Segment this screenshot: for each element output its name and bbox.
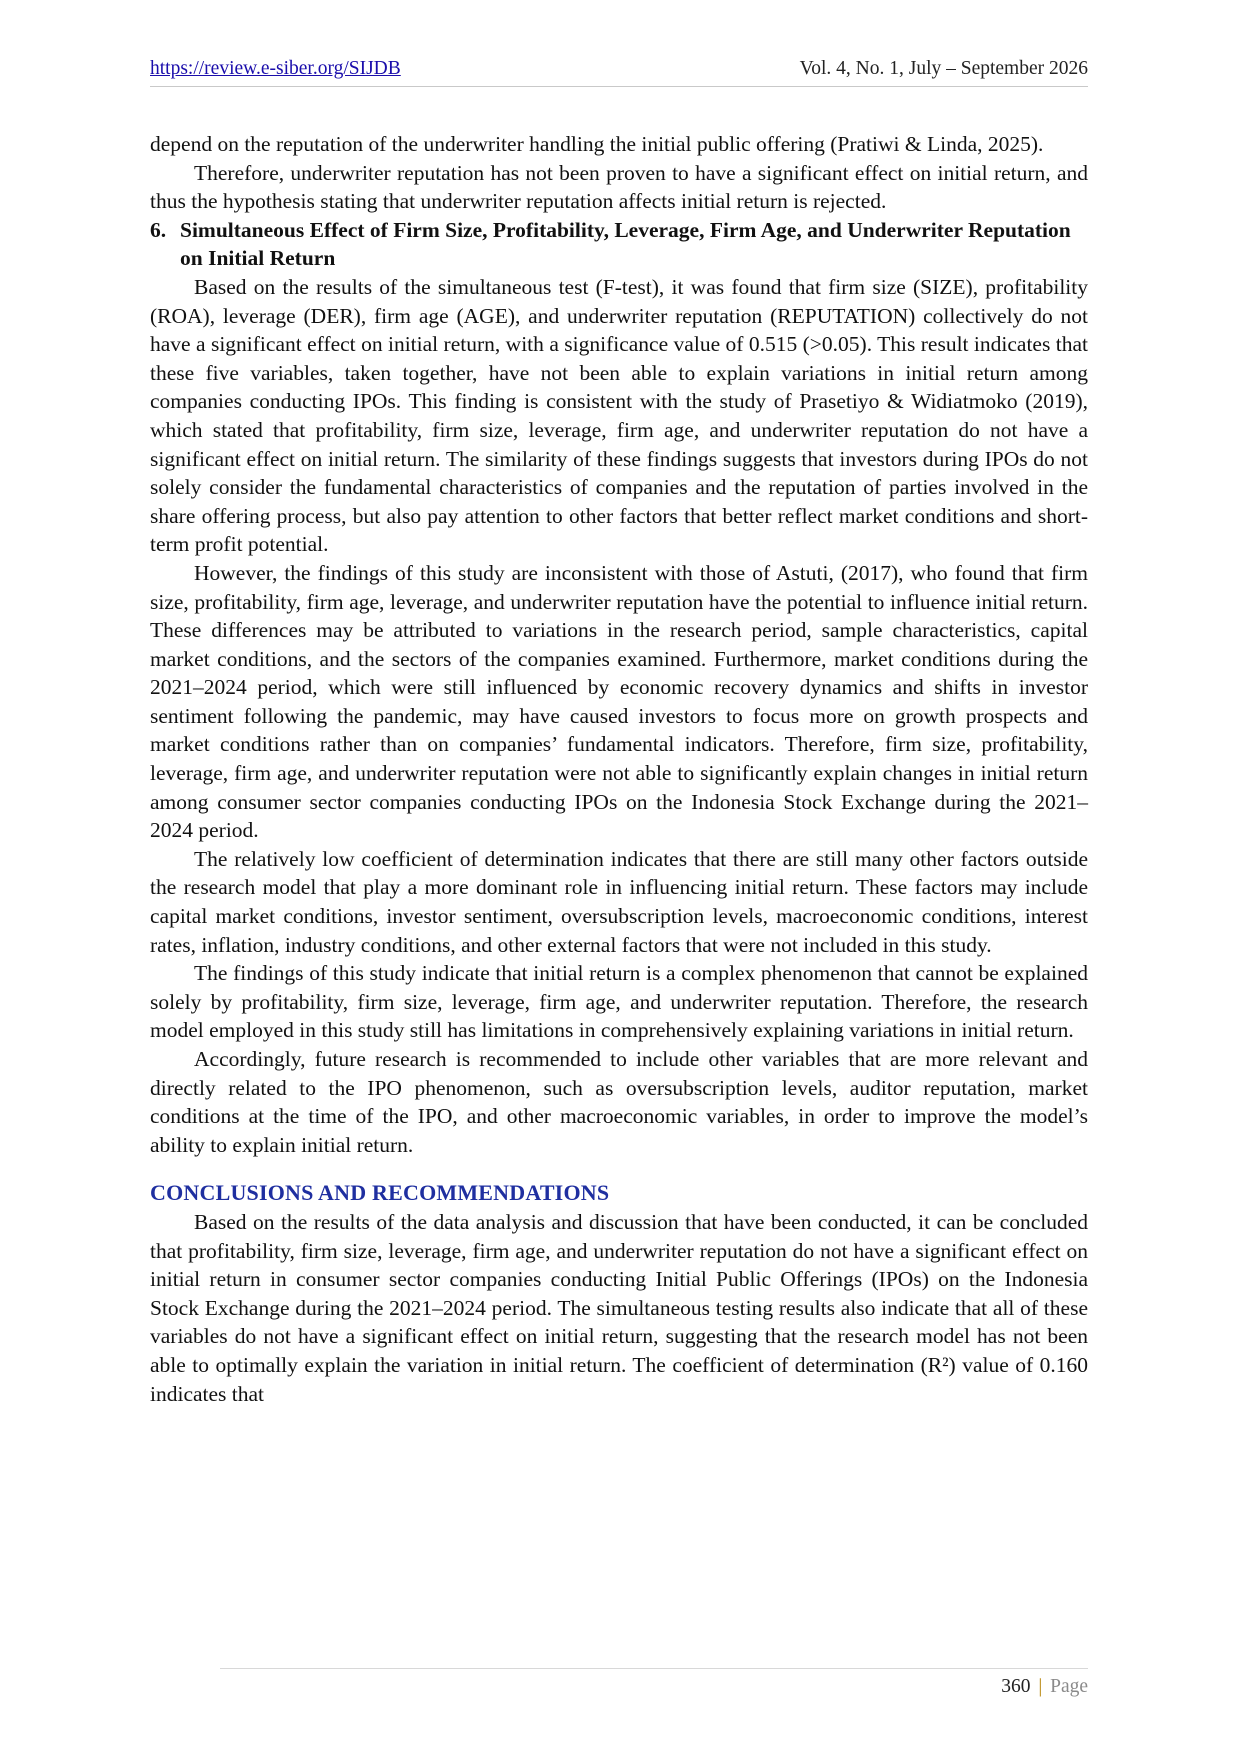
paragraph: The relatively low coefficient of determination indicates that there are still many other factors outside the research model that play a more dominant role in influencing initial return. These factors may include capital market conditions, investor sentiment, oversubscription levels, macroeconomic conditions, interest rates, inflation, industry conditions, and other external factors that were not included in this study. xyxy=(150,846,1088,957)
header-divider xyxy=(150,86,1088,87)
footer-separator: | xyxy=(1038,1676,1043,1697)
page-label: Page xyxy=(1050,1676,1088,1697)
subsection-number: 6. xyxy=(150,217,167,242)
page-footer xyxy=(1001,1676,1088,1698)
journal-url-link[interactable]: https://review.e-siber.org/SIJDB xyxy=(150,58,401,79)
page-number: 360 xyxy=(1001,1676,1031,1697)
footer-divider xyxy=(220,1668,1088,1669)
paragraph: Therefore, underwriter reputation has not been proven to have a significant effect on initial return, and thus the hypothesis stating that underwriter reputation affects initial return is rejected. xyxy=(150,160,1088,214)
paragraph: Based on the results of the data analysis and discussion that have been conducted, it can be concluded that profitability, firm size, leverage, firm age, and underwriter reputation do not have a significant effect on initial return in consumer sector companies conducting Initial Public Offerings (IPOs) on the Indonesia Stock Exchange during the 2021–2024 period. The simultaneous testing results also indicate that all of these variables do not have a significant effect on initial return, suggesting that the research model has not been able to optimally explain the variation in initial return. The coefficient of determination (R²) value of 0.160 indicates that xyxy=(150,1209,1088,1406)
paragraph: Accordingly, future research is recommended to include other variables that are more relevant and directly related to the IPO phenomenon, such as oversubscription levels, auditor reputation, market conditions at the time of the IPO, and other macroeconomic variables, in order to improve the model’s ability to explain initial return. xyxy=(150,1047,1088,1157)
running-header xyxy=(150,58,1088,80)
paragraph: Based on the results of the simultaneous test (F-test), it was found that firm size (SIZE), profitability (ROA), leverage (DER), firm age (AGE), and underwriter reputation (REPUTATION) collectively do not have a significant effect on initial return, with a significance value of 0.515 (>0.05). This result indicates that these five variables, taken together, have not been able to explain variations in initial return among companies conducting IPOs. This finding is consistent with the study of Prasetiyo & Widiatmoko (2019), which stated that profitability, firm size, leverage, firm age, and underwriter reputation do not have a significant effect on initial return. The similarity of these findings suggests that investors during IPOs do not solely consider the fundamental characteristics of companies and the reputation of parties involved in the share offering process, but also pay attention to other factors that better reflect market conditions and short-term profit potential. xyxy=(150,274,1088,557)
paragraph: However, the findings of this study are inconsistent with those of Astuti, (2017), who found that firm size, profitability, firm age, leverage, and underwriter reputation have the potential to influence initial return. These differences may be attributed to variations in the research period, sample characteristics, capital market conditions, and the sectors of the companies examined. Furthermore, market conditions during the 2021–2024 period, which were still influenced by economic recovery dynamics and shifts in investor sentiment following the pandemic, may have caused investors to focus more on growth prospects and market conditions rather than on companies’ fundamental indicators. Therefore, firm size, profitability, leverage, firm age, and underwriter reputation were not able to significantly explain changes in initial return among consumer sector companies conducting IPOs on the Indonesia Stock Exchange during the 2021–2024 period. xyxy=(150,560,1088,843)
article-body xyxy=(150,130,1088,1408)
volume-info: Vol. 4, No. 1, July – September 2026 xyxy=(799,58,1088,79)
subsection-title: Simultaneous Effect of Firm Size, Profitability, Leverage, Firm Age, and Underwriter Reputation on Initial Return xyxy=(180,217,1071,271)
paragraph: depend on the reputation of the underwriter handling the initial public offering (Pratiwi & Linda, 2025). xyxy=(150,132,1044,156)
section-heading: CONCLUSIONS AND RECOMMENDATIONS xyxy=(150,1180,610,1206)
subsection-heading xyxy=(150,216,1088,273)
paragraph: The findings of this study indicate that initial return is a complex phenomenon that cannot be explained solely by profitability, firm size, leverage, firm age, and underwriter reputation. Therefore, the research model employed in this study still has limitations in comprehensively explaining variations in initial return. xyxy=(150,961,1088,1043)
